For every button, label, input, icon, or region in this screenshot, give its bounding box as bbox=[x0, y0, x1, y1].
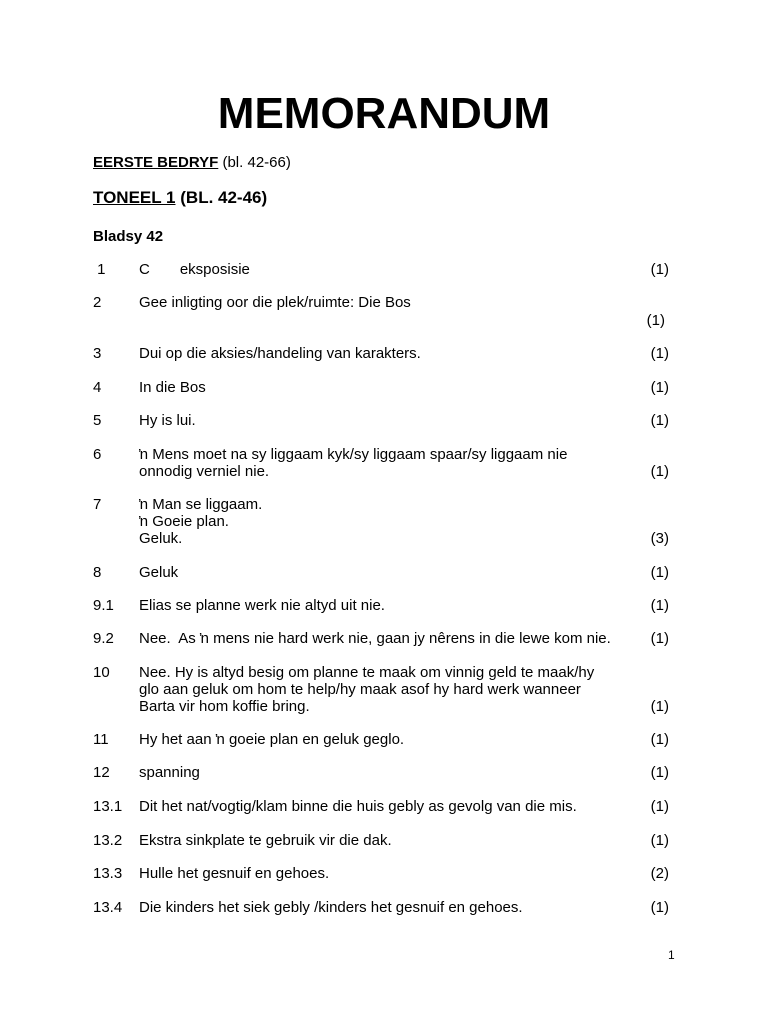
question-mark: (1) bbox=[650, 764, 669, 781]
question-number: 3 bbox=[93, 345, 102, 362]
question-number: 11 bbox=[93, 731, 109, 748]
question-mark: (1) bbox=[650, 463, 669, 480]
answer-text bbox=[139, 379, 639, 396]
scene-label: TONEEL 1 bbox=[93, 188, 176, 207]
question-number: 8 bbox=[93, 564, 102, 581]
answer-line: Barta vir hom koffie bring. bbox=[139, 698, 310, 715]
answer-text bbox=[139, 446, 639, 480]
answer-line: eksposisie bbox=[179, 261, 250, 278]
question-mark: (1) bbox=[650, 832, 669, 849]
question-number: 13.3 bbox=[93, 865, 123, 882]
question-number: 9.2 bbox=[93, 630, 114, 647]
answer-line: glo aan geluk om hom te help/hy maak asof hy hard werk wanneer bbox=[139, 681, 581, 698]
question-mark: (1) bbox=[650, 261, 669, 278]
question-number: 5 bbox=[93, 412, 102, 429]
act-heading bbox=[93, 153, 291, 172]
question-mark: (1) bbox=[650, 899, 669, 916]
question-mark: (1) bbox=[650, 345, 669, 362]
answer-line: Elias se planne werk nie altyd uit nie. bbox=[139, 597, 385, 614]
question-mark: (3) bbox=[650, 530, 669, 547]
answer-text bbox=[139, 899, 639, 916]
answer-line: Die kinders het siek gebly /kinders het gesnuif en gehoes. bbox=[139, 899, 523, 916]
question-number: 4 bbox=[93, 379, 102, 396]
answer-text bbox=[139, 294, 639, 311]
answer-text bbox=[139, 630, 639, 647]
answer-line: ŉ Mens moet na sy liggaam kyk/sy liggaam spaar/sy liggaam nie bbox=[139, 446, 568, 463]
answer-text bbox=[139, 261, 639, 278]
page-number: 1 bbox=[668, 948, 675, 962]
question-mark: (2) bbox=[650, 865, 669, 882]
answer-line: Dit het nat/vogtig/klam binne die huis gebly as gevolg van die mis. bbox=[139, 798, 577, 815]
question-number: 13.1 bbox=[93, 798, 123, 815]
answer-text bbox=[139, 731, 639, 748]
answer-text bbox=[139, 865, 639, 882]
question-number: 9.1 bbox=[93, 597, 114, 614]
answer-line: spanning bbox=[139, 764, 200, 781]
question-number: 2 bbox=[93, 294, 102, 311]
act-pages: (bl. 42-66) bbox=[222, 154, 291, 171]
page-heading: Bladsy 42 bbox=[93, 228, 164, 245]
question-number: 6 bbox=[93, 446, 102, 463]
page-title: MEMORANDUM bbox=[217, 89, 551, 138]
answer-text bbox=[139, 564, 639, 581]
question-mark: (1) bbox=[650, 564, 669, 581]
answer-line: Geluk bbox=[139, 564, 179, 581]
answer-line: Dui op die aksies/handeling van karakters. bbox=[139, 345, 421, 362]
answer-line: onnodig verniel nie. bbox=[139, 463, 270, 480]
question-mark: (1) bbox=[650, 798, 669, 815]
answer-text bbox=[139, 412, 639, 429]
scene-heading bbox=[93, 187, 267, 209]
answer-line: Nee. Hy is altyd besig om planne te maak om vinnig geld te maak/hy bbox=[139, 664, 595, 681]
question-number: 10 bbox=[93, 664, 110, 681]
question-number: 13.4 bbox=[93, 899, 123, 916]
answer-line: Geluk. bbox=[139, 530, 183, 547]
answer-text bbox=[139, 832, 639, 849]
answer-option: C bbox=[139, 261, 150, 278]
scene-pages: (BL. 42-46) bbox=[180, 188, 268, 207]
answer-text bbox=[139, 798, 639, 815]
answer-text bbox=[139, 496, 639, 547]
question-number: 1 bbox=[93, 261, 106, 278]
question-mark: (1) bbox=[650, 412, 669, 429]
answer-line: Hy het aan ŉ goeie plan en geluk geglo. bbox=[139, 731, 405, 748]
answer-text bbox=[139, 597, 639, 614]
answer-line: Ekstra sinkplate te gebruik vir die dak. bbox=[139, 832, 392, 849]
answer-text bbox=[139, 664, 639, 715]
question-mark: (1) bbox=[650, 379, 669, 396]
question-mark: (1) bbox=[650, 698, 669, 715]
question-number: 7 bbox=[93, 496, 102, 513]
question-mark: (1) bbox=[650, 731, 669, 748]
answer-line: Hy is lui. bbox=[139, 412, 196, 429]
answer-line: ŉ Goeie plan. bbox=[139, 513, 229, 530]
answer-line: Gee inligting oor die plek/ruimte: Die Bos bbox=[139, 294, 411, 311]
answer-line: In die Bos bbox=[139, 379, 206, 396]
question-mark: (1) bbox=[650, 597, 669, 614]
act-label: EERSTE BEDRYF bbox=[93, 154, 219, 171]
answer-line: ŉ Man se liggaam. bbox=[139, 496, 263, 513]
question-number: 12 bbox=[93, 764, 110, 781]
question-mark: (1) bbox=[646, 312, 665, 329]
answer-text bbox=[139, 764, 639, 781]
answer-line: Nee. As ŉ mens nie hard werk nie, gaan jy nêrens in die lewe kom nie. bbox=[139, 630, 611, 647]
answer-text bbox=[139, 345, 639, 362]
question-mark: (1) bbox=[650, 630, 669, 647]
question-number: 13.2 bbox=[93, 832, 123, 849]
answer-line: Hulle het gesnuif en gehoes. bbox=[139, 865, 330, 882]
